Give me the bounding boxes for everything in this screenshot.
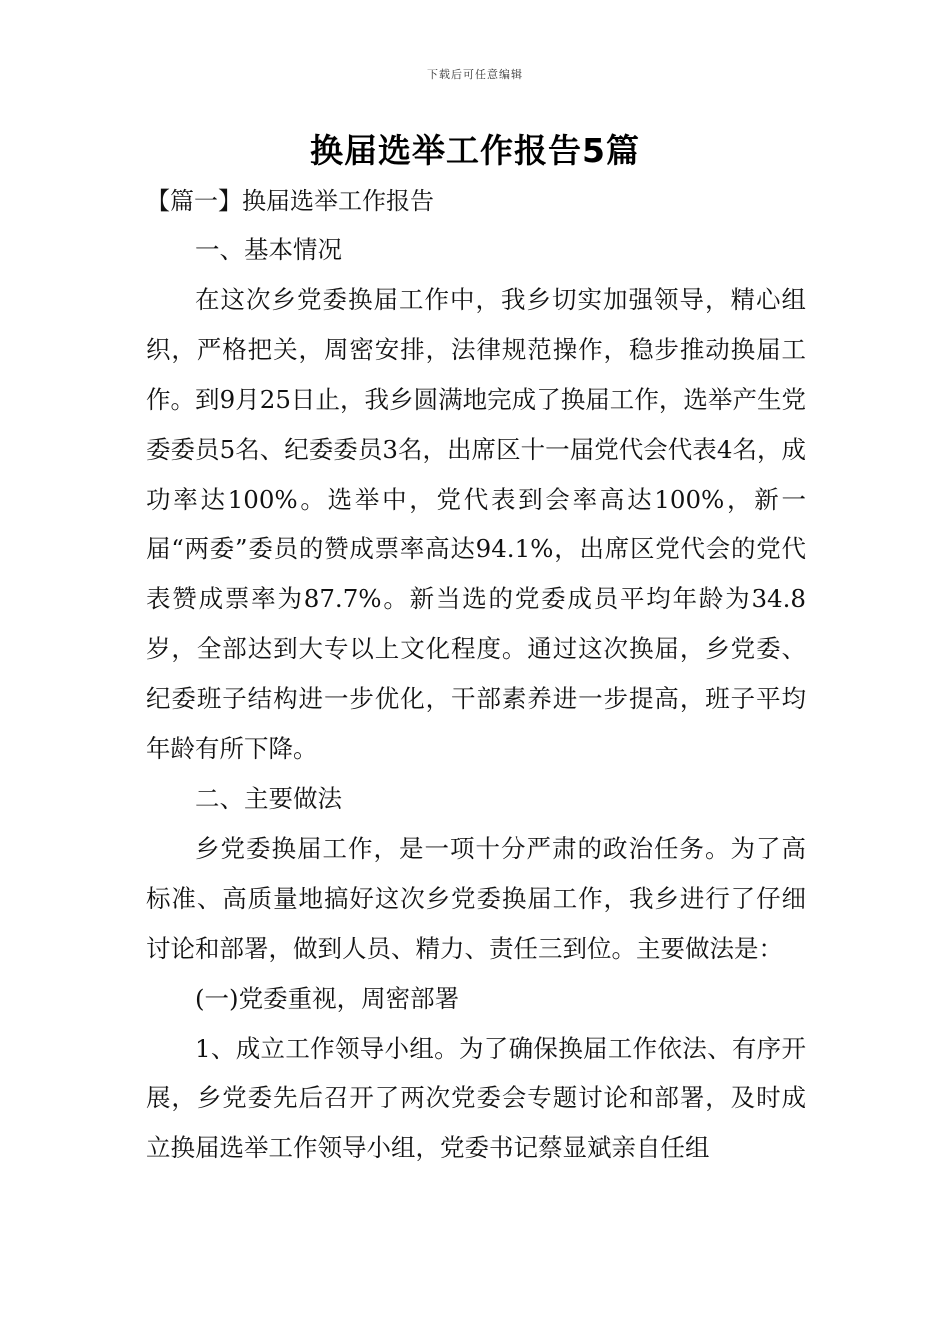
subheading-basic-situation: 一、基本情况 xyxy=(195,235,342,264)
paragraph: 1、成立工作领导小组。为了确保换届工作依法、有序开展，乡党委先后召开了两次党委会专题讨论和部署，及时成立换届选举工作领导小组，党委书记蔡显斌亲自任组 xyxy=(146,1033,806,1163)
document-body xyxy=(146,225,806,1173)
paragraph: 乡党委换届工作，是一项十分严肃的政治任务。为了高标准、高质量地搞好这次乡党委换届工作，我乡进行了仔细讨论和部署，做到人员、精力、责任三到位。主要做法是： xyxy=(146,833,806,963)
subheading-main-practices: 二、主要做法 xyxy=(195,783,342,813)
subheading-item-one: (一)党委重视，周密部署 xyxy=(195,983,460,1013)
document-title: 换届选举工作报告5篇 xyxy=(310,131,640,170)
paragraph: 在这次乡党委换届工作中，我乡切实加强领导，精心组织，严格把关，周密安排，法律规范操作，稳步推动换届工作。到9月25日止，我乡圆满地完成了换届工作，选举产生党委委员5名、纪委委员3名，出席区十一届党代会代表4名，成功率达100%。选举中，党代表到会率高达100%，新一届“两委”委员的赞成票率高达94.1%，出席区党代会的党代表赞成票率为87.7%。新当选的党委成员平均年龄为34.8岁，全部达到大专以上文化程度。通过这次换届，乡党委、纪委班子结构进一步优化，干部素养进一步提高，班子平均年龄有所下降。 xyxy=(146,284,806,764)
section-heading: 【篇一】换届选举工作报告 xyxy=(146,187,434,215)
header-note: 下载后可任意编辑 xyxy=(427,68,523,81)
